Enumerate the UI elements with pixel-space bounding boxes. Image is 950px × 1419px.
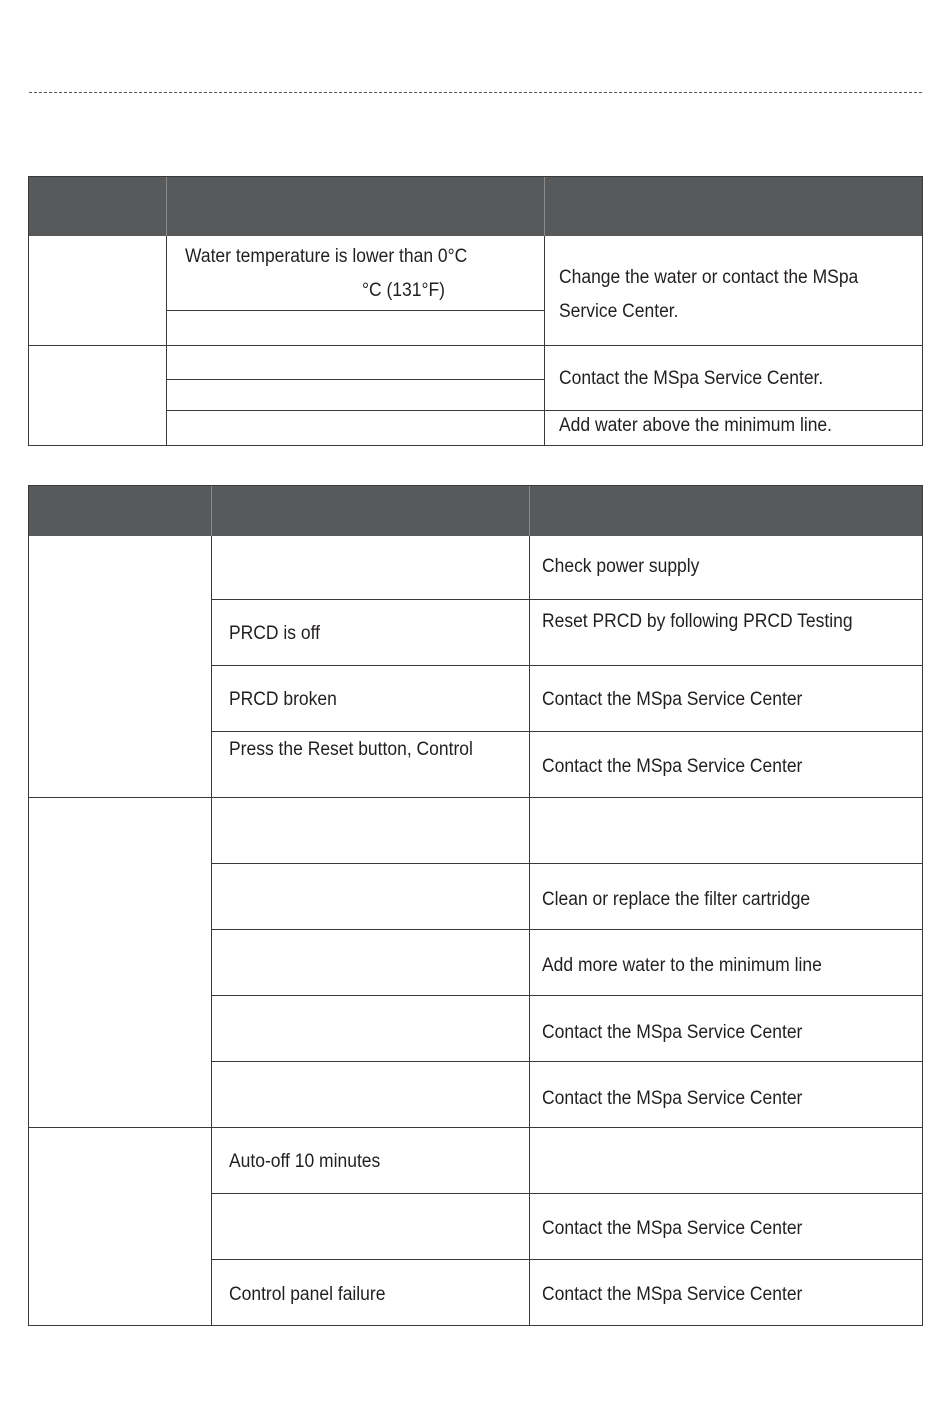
table-cell: Auto-off 10 minutes <box>229 1151 381 1172</box>
table-cell: Contact the MSpa Service Center <box>542 1284 803 1305</box>
table-cell: Contact the MSpa Service Center <box>542 1218 803 1239</box>
table-cell: Service Center. <box>559 301 679 322</box>
troubleshooting-table <box>28 485 923 1326</box>
table-cell: °C (131°F) <box>362 280 445 301</box>
table-cell: Water temperature is lower than 0°C <box>185 246 468 267</box>
table-cell: Check power supply <box>542 556 700 577</box>
table-cell: Contact the MSpa Service Center <box>542 1022 803 1043</box>
table-cell: Control panel failure <box>229 1284 386 1305</box>
table-cell: Press the Reset button, Control <box>229 739 473 760</box>
table-cell: Contact the MSpa Service Center <box>542 1088 803 1109</box>
table-cell: Contact the MSpa Service Center <box>542 756 803 777</box>
table-header <box>29 177 922 236</box>
table-cell: Change the water or contact the MSpa <box>559 267 859 288</box>
table-cell: PRCD is off <box>229 623 320 644</box>
table-cell: Reset PRCD by following PRCD Testing <box>542 611 853 632</box>
dashed-divider <box>29 92 922 93</box>
table-cell: Add water above the minimum line. <box>559 415 833 436</box>
table-cell: PRCD broken <box>229 689 337 710</box>
table-cell: Contact the MSpa Service Center. <box>559 368 824 389</box>
table-cell: Contact the MSpa Service Center <box>542 689 803 710</box>
error-code-table <box>28 176 923 446</box>
table-cell: Add more water to the minimum line <box>542 955 822 976</box>
table-header <box>29 486 922 536</box>
table-cell: Clean or replace the filter cartridge <box>542 889 811 910</box>
